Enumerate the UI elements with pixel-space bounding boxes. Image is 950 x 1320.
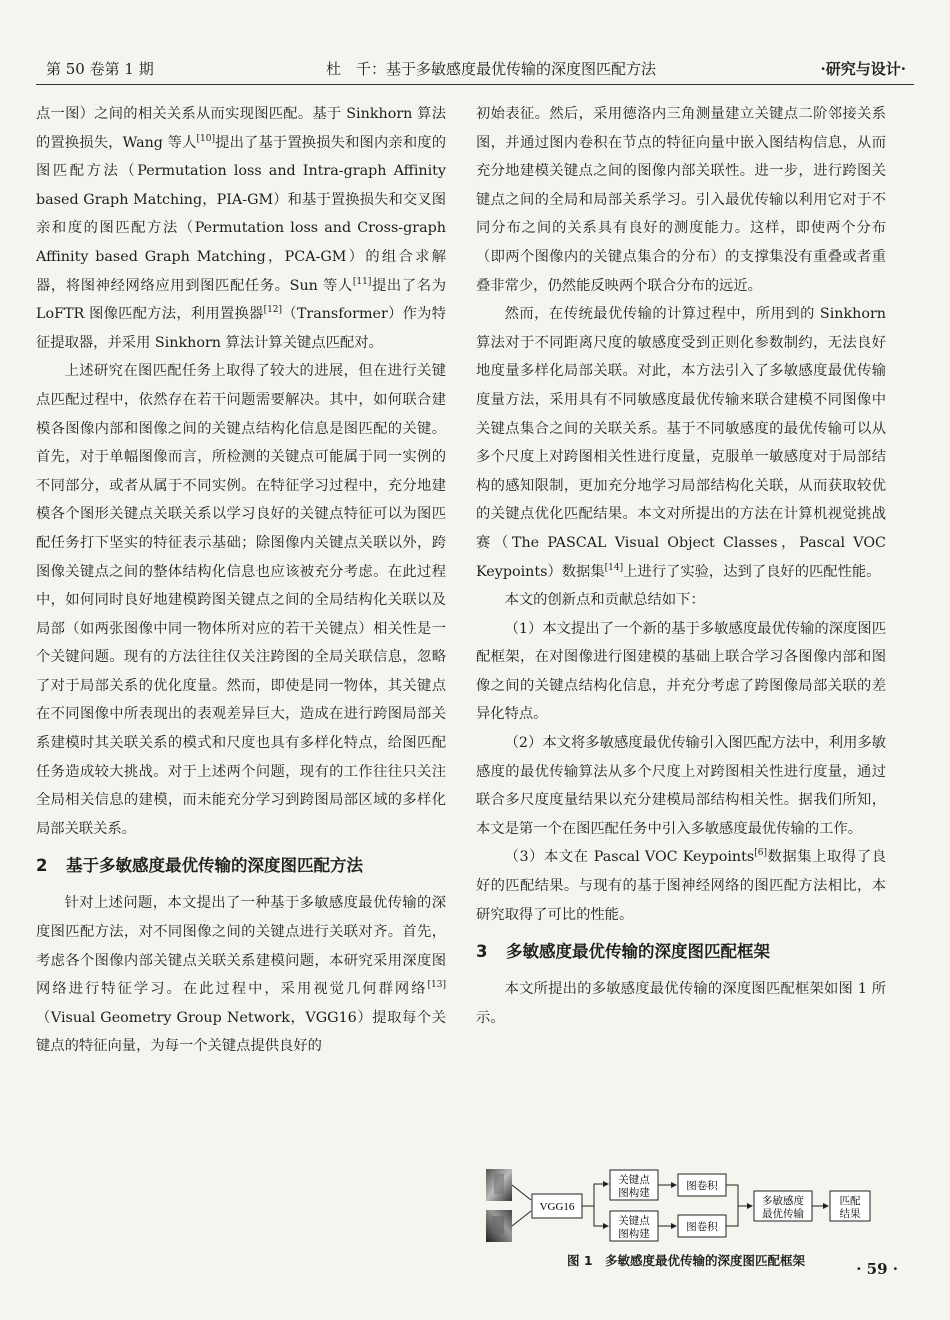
arrow <box>512 1211 531 1226</box>
input-image-2 <box>486 1210 512 1242</box>
keypoint-graph-box-1 <box>610 1170 658 1200</box>
input-image-1 <box>486 1169 512 1201</box>
graph-conv-box-2 <box>678 1215 726 1237</box>
section-heading-2: 2 基于多敏感度最优传输的深度图匹配方法 <box>36 856 363 876</box>
article-title: 杜 千：基于多敏感度最优传输的深度图匹配方法 <box>326 60 657 78</box>
svg-text:关键点: 关键点 <box>618 1215 650 1227</box>
arrow <box>726 1185 752 1206</box>
graph-conv-box-1 <box>678 1174 726 1196</box>
citation-ref: 13 <box>431 980 443 991</box>
keypoint-graph-box-2 <box>610 1211 658 1241</box>
paragraph: 初始表征。然后，采用德洛内三角测量建立关键点二阶邻接关系图，并通过图内卷积在节点的特征向量中嵌入图结构信息，从而充分地建模关键点之间的图像内部关联性。进一步，进行跨图关键点之间的全局和局部关系学习。引入最优传输以利用它对于不同分布之间的关系具有良好的测度能力。这样，即使两个分布（即两个图像内的关键点集合的分布）的支撑集没有重叠或者重叠非常少，仍然能反映两个联合分布的远近。 <box>476 106 886 294</box>
journal-issue: 第 50 卷第 1 期 <box>46 60 154 78</box>
framework-diagram <box>476 1164 896 1250</box>
contribution-2: （2）本文将多敏感度最优传输引入图匹配方法中，利用多敏感度的最优传输算法从多个尺度上对跨图相关性进行度量，通过联合多尺度度量结果以充分建模局部结构相关性。据我们所知，本文是第一个在图匹配任务中引入多敏感度最优传输的工作。 <box>476 735 886 837</box>
svg-text:最优传输: 最优传输 <box>762 1208 804 1220</box>
multi-sensitivity-ot-box <box>754 1191 812 1221</box>
svg-text:结果: 结果 <box>839 1208 861 1220</box>
paragraph: 本文所提出的多敏感度最优传输的深度图匹配框架如图 1 所示。 <box>476 981 886 1026</box>
left-column <box>36 100 446 1061</box>
svg-text:图构建: 图构建 <box>618 1228 650 1240</box>
svg-text:图卷积: 图卷积 <box>686 1180 718 1192</box>
arrow <box>512 1185 531 1200</box>
paragraph: 本文的创新点和贡献总结如下： <box>504 592 705 609</box>
citation-ref: 10 <box>200 133 212 144</box>
contribution-1: （1）本文提出了一个新的基于多敏感度最优传输的深度图匹配框架，在对图像进行图建模的基础上联合学习各图像内部和图像之间的关键点结构化信息，并充分考虑了跨图像局部关联的差异化特点。 <box>476 620 886 723</box>
citation-ref: 6 <box>757 848 764 859</box>
arrow <box>582 1184 608 1206</box>
citation-ref: 12 <box>267 305 279 316</box>
arrow <box>726 1206 738 1226</box>
figure-caption: 图 1 多敏感度最优传输的深度图匹配框架 <box>566 1253 806 1268</box>
svg-text:匹配: 匹配 <box>839 1195 861 1207</box>
paragraph: 上述研究在图匹配任务上取得了较大的进展，但在进行关键点匹配过程中，依然存在若干问题需要解决。其中，如何联合建模各图像内部和图像之间的关键点结构化信息是图匹配的关键。首先，对于单幅图像而言，所检测的关键点可能属于同一实例的不同部分，或者从属于不同实例。在特征学习过程中，充分地建模各个图形关键点关联关系以学习良好的关键点特征可以为图匹配任务打下坚实的特征表示基础；除图像内关键点关联以外，跨图像关键点之间的整体结构化信息也应该被充分考虑。在此过程中，如何同时良好地建模跨图关键点之间的全局结构化关联以及局部（如两张图像中同一物体所对应的若干关键点）相关性是一个关键问题。现有的方法往往仅关注跨图的全局关联信息，忽略了对于局部关系的优化度量。然而，即使是同一物体，其关键点在不同图像中所表现出的表观差异巨大，造成在进行跨图局部关系建模时其关联关系的模式和尺度也具有多样化特点，给图匹配任务造成较大挑战。对于上述两个问题，现有的工作往往只关注全局相关信息的建模，而未能充分学习到跨图局部区域的多样化局部关联关系。 <box>36 363 446 837</box>
citation-ref: 11 <box>356 276 368 287</box>
paragraph: 点一图）之间的相关关系从而实现图匹配。基于 Sinkhorn 算法的置换损失，Wang 等人[10]提出了基于置换损失和图内亲和度的图匹配方法（Permutation loss and Intra-graph Affinity based Graph Matching，PIA-GM）和基于置换损失和交叉图亲和度的图匹配方法（Permutation loss and Cross-graph Affinity based Graph Matching，PCA-GM）的组合求解器，将图神经网络应用到图匹配任务。Sun 等人[11]提出了名为 LoFTR 图像匹配方法，利用置换器[12]（Transformer）作为特征提取器，并采用 Sinkhorn 算法计算关键点匹配对。 <box>36 106 446 351</box>
vgg16-box <box>532 1194 582 1218</box>
arrow <box>594 1206 608 1226</box>
right-column <box>476 100 886 1032</box>
paragraph: 然而，在传统最优传输的计算过程中，所用到的 Sinkhorn 算法对于不同距离尺度的敏感度受到正则化参数制约，无法良好地度量多样化局部关联。对此，本方法引入了多敏感度最优传输度量方法，采用具有不同敏感度最优传输来联合建模不同图像中关键点集合之间的关联关系。基于不同敏感度的最优传输可以从多个尺度上对跨图相关性进行度量，克服单一敏感度对于局部结构的感知限制，更加充分地学习局部结构化关联，从而获取较优的关键点优化匹配结果。本文对所提出的方法在计算机视觉挑战赛（The PASCAL Visual Object Classes，Pascal VOC Keypoints）数据集[14]上进行了实验，达到了良好的匹配性能。 <box>476 306 886 580</box>
section-label: ·研究与设计· <box>820 60 906 78</box>
svg-text:多敏感度: 多敏感度 <box>762 1195 804 1207</box>
framework-figure <box>476 1164 896 1250</box>
svg-text:VGG16: VGG16 <box>539 1201 575 1213</box>
paragraph: 针对上述问题，本文提出了一种基于多敏感度最优传输的深度图匹配方法，对不同图像之间的关键点进行关联对齐。首先，考虑各个图像内部关键点关联关系建模问题，本研究采用深度图网络进行特征学习。在此过程中，采用视觉几何群网络[13]（Visual Geometry Group Network，VGG16）提取每个关键点的特征向量，为每一个关键点提供良好的 <box>36 895 446 1055</box>
contribution-3: （3）本文在 Pascal VOC Keypoints[6]数据集上取得了良好的匹配结果。与现有的基于图神经网络的图匹配方法相比，本研究取得了可比的性能。 <box>476 848 886 923</box>
matching-result-box <box>830 1191 870 1221</box>
svg-text:图构建: 图构建 <box>618 1187 650 1199</box>
page-number: · 59 · <box>856 1260 898 1278</box>
svg-text:关键点: 关键点 <box>618 1174 650 1186</box>
section-heading-3: 3 多敏感度最优传输的深度图匹配框架 <box>476 942 770 962</box>
citation-ref: 14 <box>608 562 620 573</box>
running-header <box>36 58 914 85</box>
svg-text:图卷积: 图卷积 <box>686 1221 718 1233</box>
